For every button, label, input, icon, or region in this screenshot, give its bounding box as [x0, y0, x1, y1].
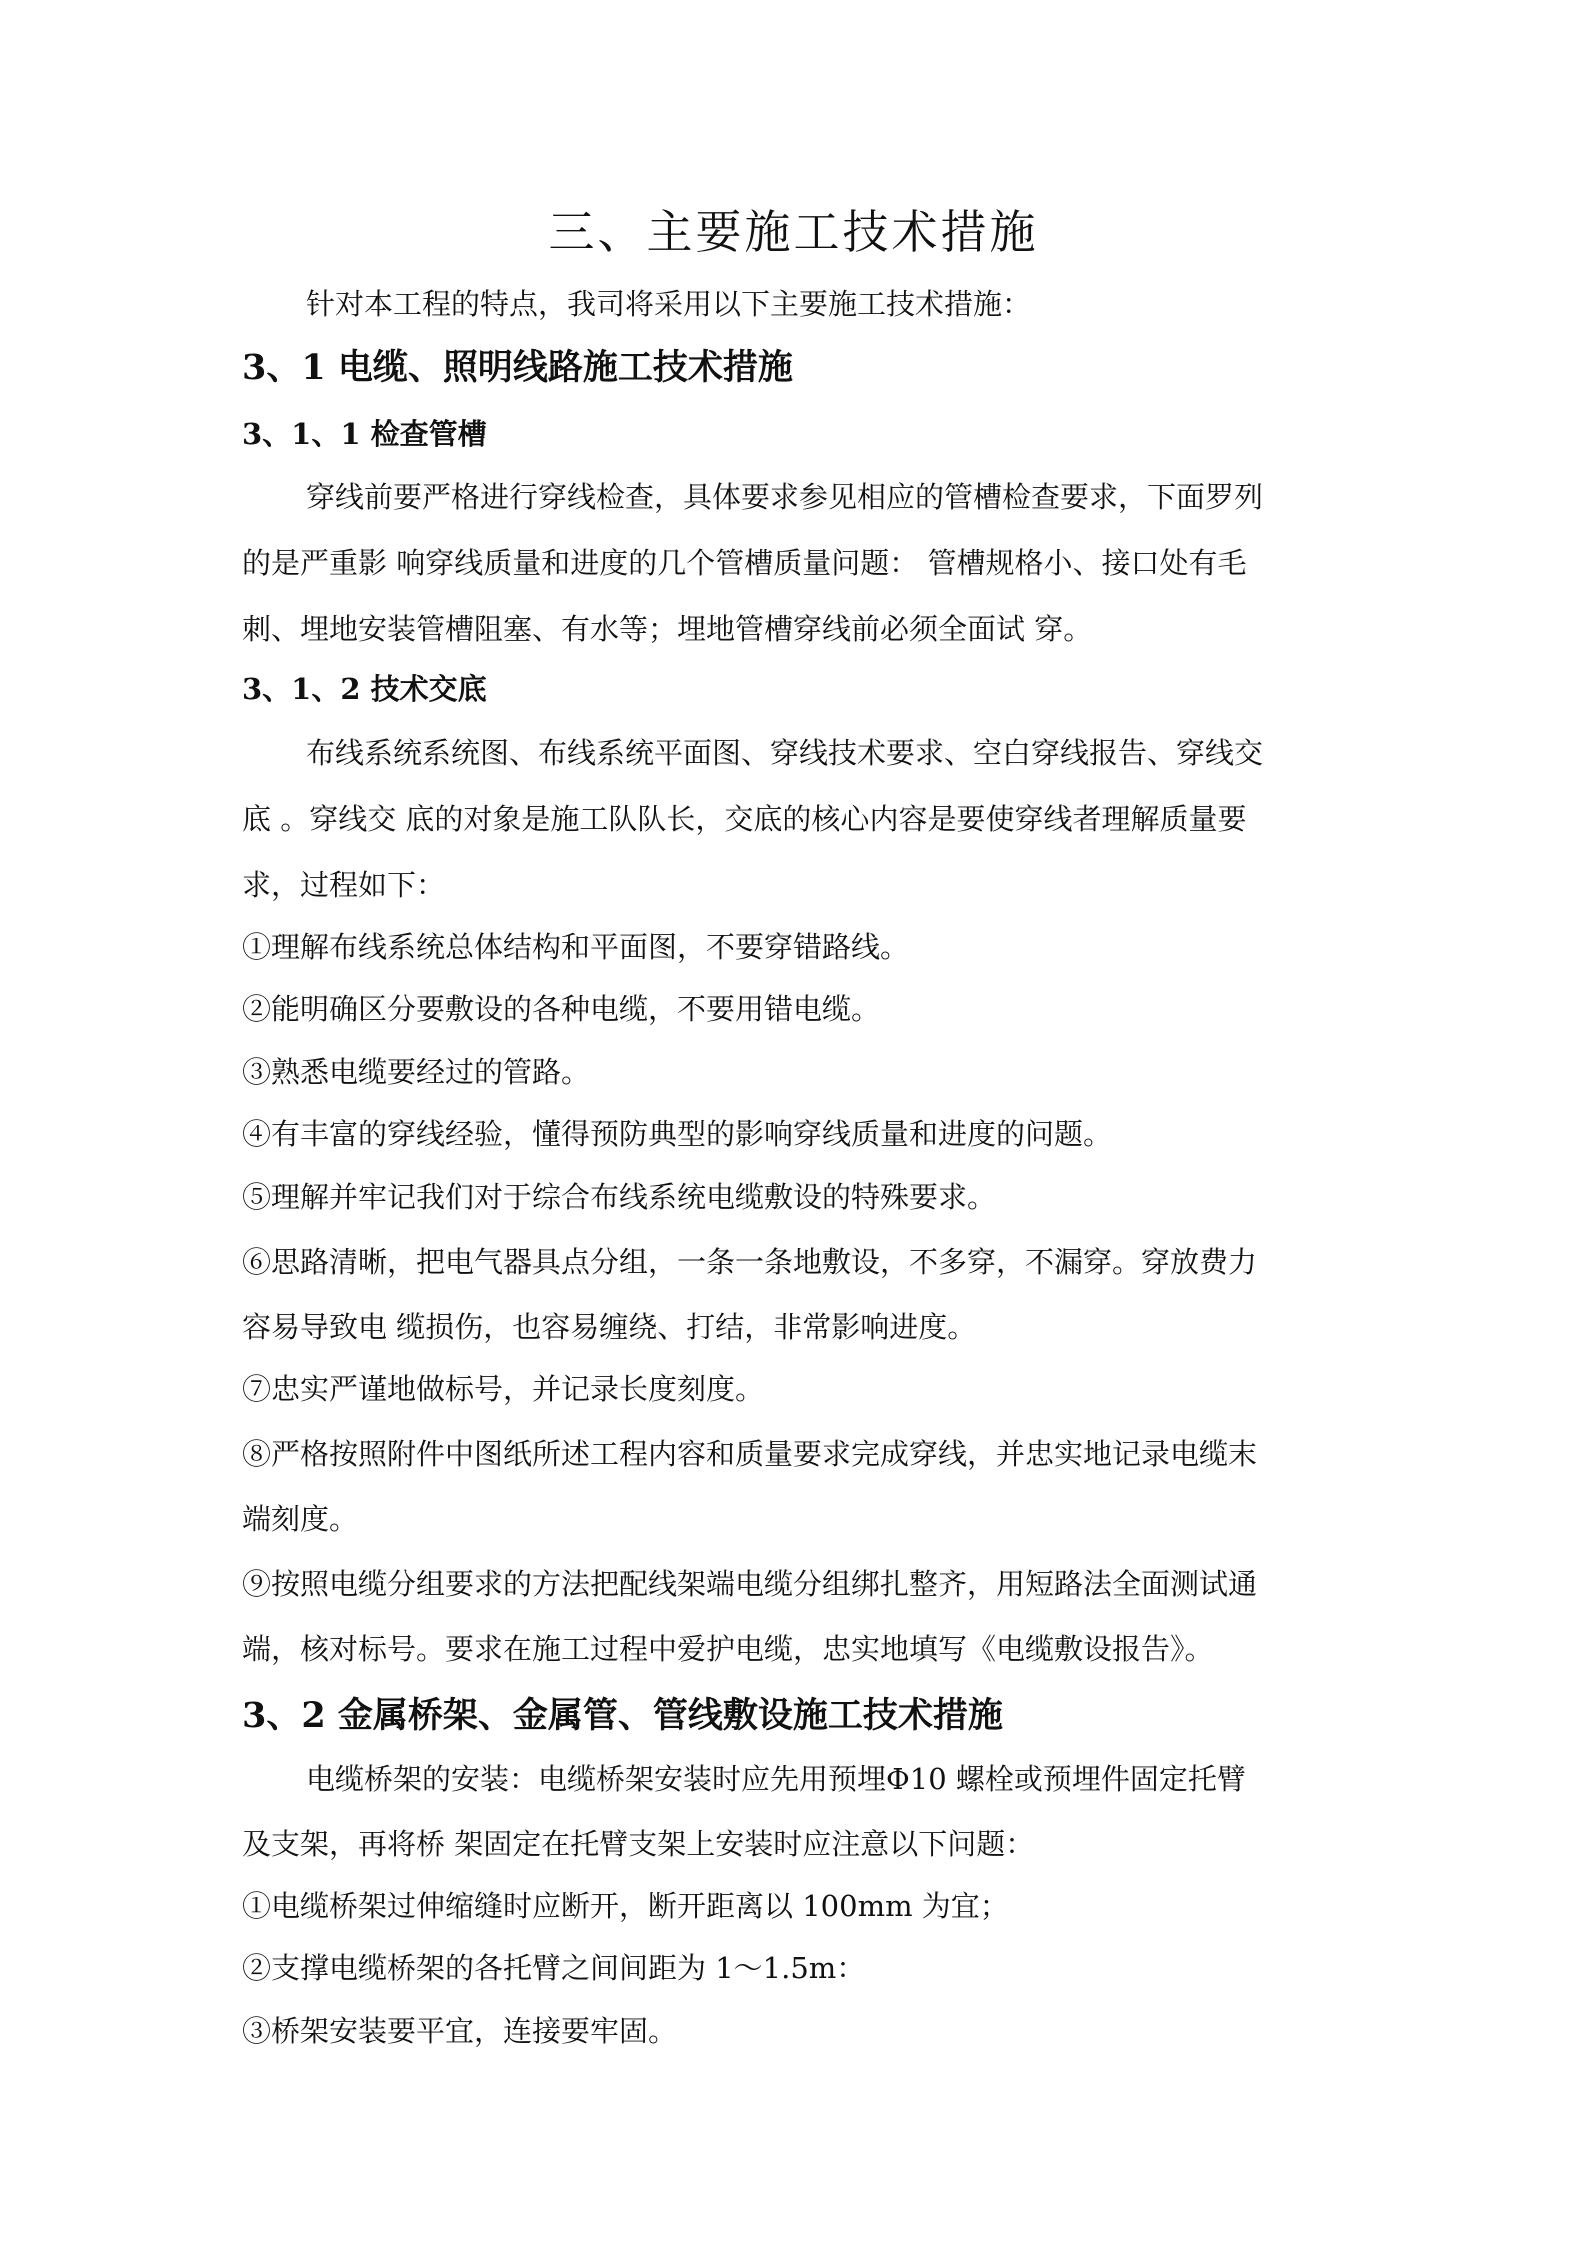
list-item: ③桥架安装要平宜，连接要牢固。 — [242, 2014, 678, 2048]
list-item: ②支撑电缆桥架的各托臂之间间距为 1～1.5m： — [242, 1951, 866, 1985]
paragraph-line: 刺、埋地安装管槽阻塞、有水等；埋地管槽穿线前必须全面试 穿。 — [242, 612, 1093, 646]
list-item: ⑦忠实严谨地做标号，并记录长度刻度。 — [242, 1372, 765, 1406]
list-item-continuation: 容易导致电 缆损伤，也容易缠绕、打结，非常影响进度。 — [242, 1310, 977, 1344]
list-item: ⑤理解并牢记我们对于综合布线系统电缆敷设的特殊要求。 — [242, 1180, 997, 1214]
paragraph-line: 的是严重影 响穿线质量和进度的几个管槽质量问题： 管槽规格小、接口处有毛 — [242, 546, 1247, 580]
list-item-continuation: 端，核对标号。要求在施工过程中爱护电缆，忠实地填写《电缆敷设报告》。 — [242, 1632, 1214, 1666]
list-item: ⑥思路清晰，把电气器具点分组，一条一条地敷设，不多穿，不漏穿。穿放费力 — [242, 1245, 1258, 1279]
list-item: ④有丰富的穿线经验，懂得预防典型的影响穿线质量和进度的问题。 — [242, 1117, 1113, 1151]
paragraph-line: 穿线前要严格进行穿线检查，具体要求参见相应的管槽检查要求，下面罗列 — [306, 480, 1264, 514]
section-3-1-heading: 3、1 电缆、照明线路施工技术措施 — [242, 347, 793, 388]
subsection-3-1-2-heading: 3、1、2 技术交底 — [242, 672, 487, 706]
intro-paragraph: 针对本工程的特点，我司将采用以下主要施工技术措施： — [306, 287, 1032, 321]
paragraph-line: 及支架，再将桥 架固定在托臂支架上安装时应注意以下问题： — [242, 1827, 1035, 1861]
list-item: ①理解布线系统总体结构和平面图，不要穿错路线。 — [242, 930, 910, 964]
subsection-3-1-1-heading: 3、1、1 检查管槽 — [242, 417, 487, 451]
list-item: ⑧严格按照附件中图纸所述工程内容和质量要求完成穿线，并忠实地记录电缆末 — [242, 1437, 1258, 1471]
list-item: ⑨按照电缆分组要求的方法把配线架端电缆分组绑扎整齐，用短路法全面测试通 — [242, 1567, 1258, 1601]
document-title: 三、主要施工技术措施 — [548, 205, 1039, 259]
list-item: ①电缆桥架过伸缩缝时应断开，断开距离以 100mm 为宜； — [242, 1889, 1009, 1923]
list-item-continuation: 端刻度。 — [242, 1502, 359, 1536]
paragraph-line: 底 。穿线交 底的对象是施工队队长，交底的核心内容是要使穿线者理解质量要 — [242, 802, 1247, 836]
paragraph-line: 求，过程如下： — [242, 868, 446, 902]
list-item: ③熟悉电缆要经过的管路。 — [242, 1055, 591, 1089]
section-3-2-heading: 3、2 金属桥架、金属管、管线敷设施工技术措施 — [242, 1695, 1003, 1736]
paragraph-line: 布线系统系统图、布线系统平面图、穿线技术要求、空白穿线报告、穿线交 — [306, 736, 1264, 770]
list-item: ②能明确区分要敷设的各种电缆，不要用错电缆。 — [242, 992, 881, 1026]
paragraph-line: 电缆桥架的安装：电缆桥架安装时应先用预埋Φ10 螺栓或预埋件固定托臂 — [306, 1762, 1246, 1796]
